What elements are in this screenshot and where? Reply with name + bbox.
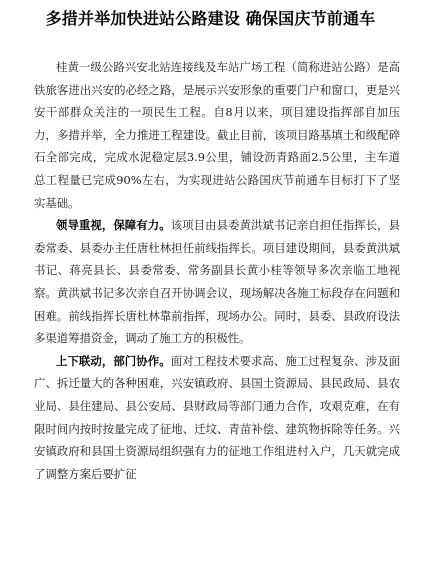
paragraph-text: 面对工程技术要求高、施工过程复杂、涉及面广、拆迁量大的各种困难，兴安镇政府、县国土资源局、县民政局、县农业局、县住建局、县公安局、县财政局等部门通力合作，攻艰克难，在有限时间内按时按量完成了征地、迁坟、青苗补偿、建筑物拆除等任务。兴安镇政府和县国土资源局组织强有力的征地工作组进村入户，几天就完成了调整方案后要扩征 (34, 353, 400, 481)
paragraph-coordination (34, 350, 400, 486)
paragraph-text: 桂黄一级公路兴安北站连接线及车站广场工程（简称进站公路）是高铁旅客进出兴安的必经之路，是展示兴安形象的重要门户和窗口，更是兴安干部群众关注的一项民生工程。自8月以来，项目建设指挥部自加压力，多措并举，全力推进工程建设。截止目前，该项目路基填土和级配碎石全部完成，完成水泥稳定层3.9公里，铺设沥青路面2.5公里，主车道总工程量已完成90%左右，为实现进站公路国庆节前通车目标打下了坚实基础。 (34, 60, 400, 210)
paragraph-text: 该项目由县委黄洪斌书记亲自担任指挥长，县委常委、县委办主任唐杜林担任前线指挥长。项目建设期间，县委黄洪斌书记、蒋亮县长、县委常委、常务副县长黄小桂等领导多次亲临工地视察。黄洪斌书记多次亲自召开协调会议，现场解决各施工标段存在问题和困难。前线指挥长唐杜林靠前指挥，现场办公。同时，县委、县政府设法多渠道筹措资金，调动了施工方的积极性。 (34, 218, 400, 346)
paragraph-lead: 领导重视，保障有力。 (56, 218, 171, 233)
paragraph-lead: 上下联动，部门协作。 (56, 353, 171, 368)
article-title: 多措并举加快进站公路建设 确保国庆节前通车 (45, 9, 376, 28)
paragraph-intro (34, 56, 400, 214)
article-body (34, 56, 400, 485)
paragraph-leadership (34, 214, 400, 350)
